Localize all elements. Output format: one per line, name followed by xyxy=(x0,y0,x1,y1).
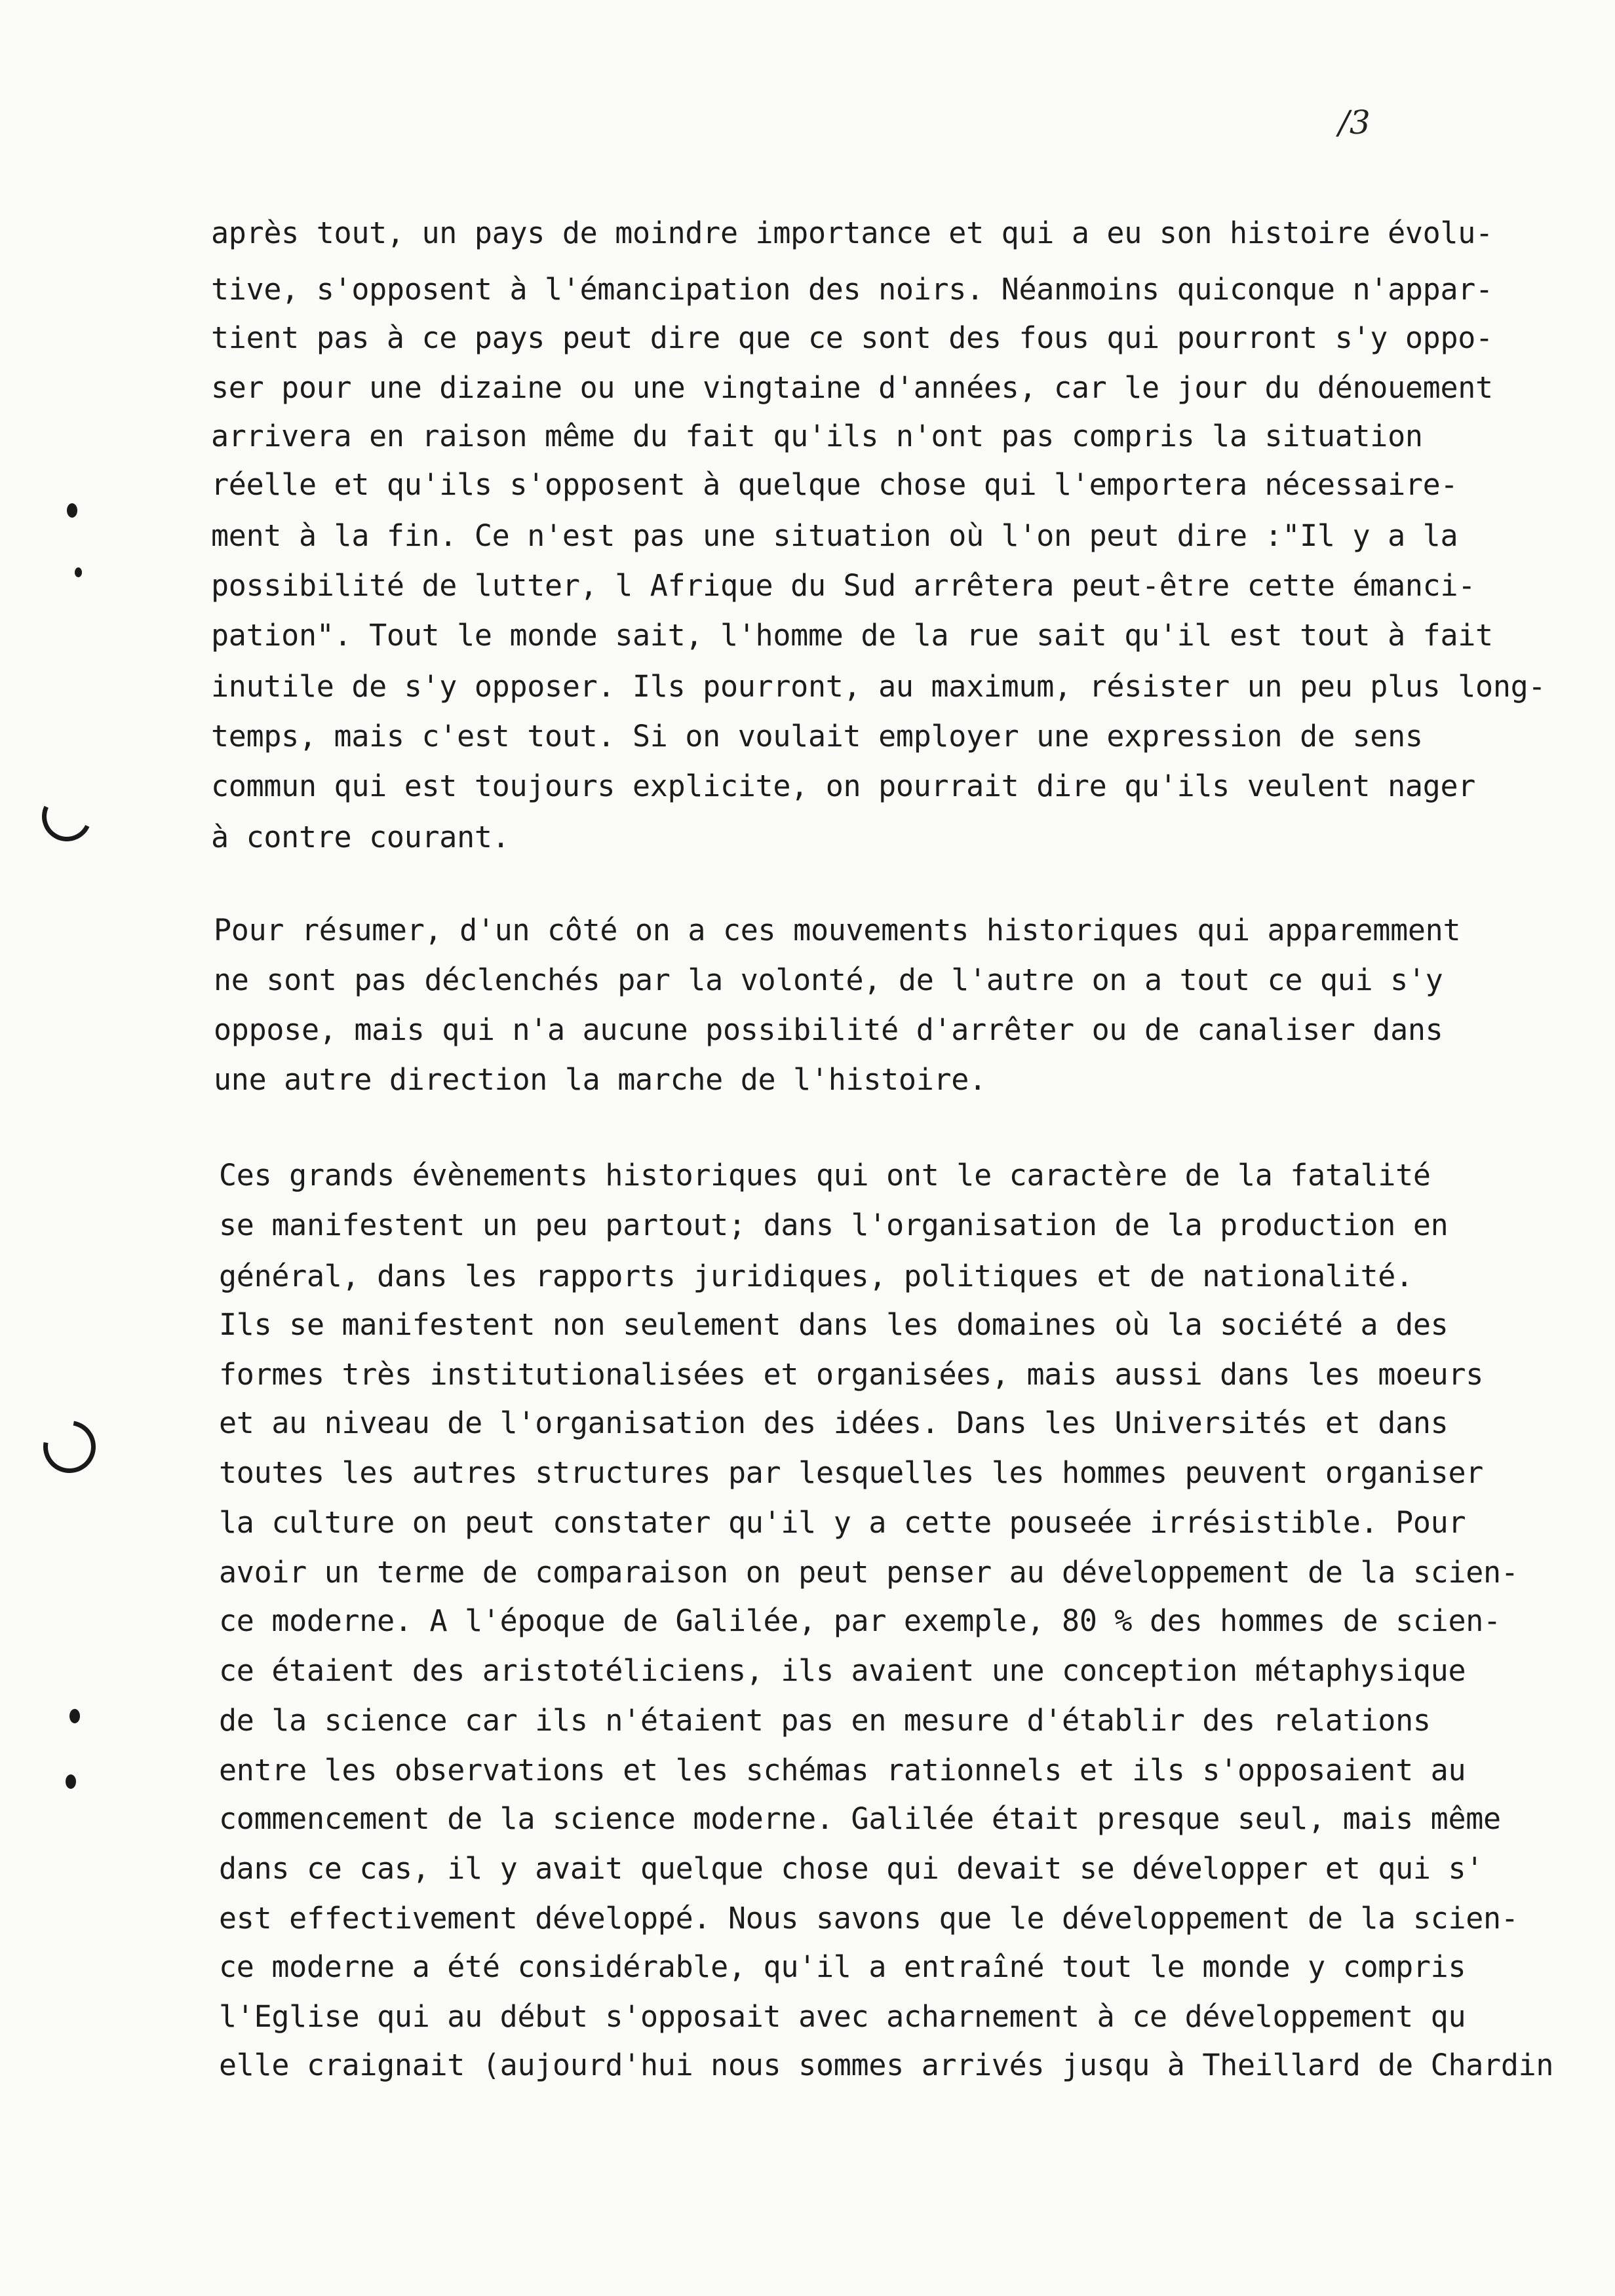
text-line: l'Eglise qui au début s'opposait avec acharnement à ce développement qu xyxy=(219,1999,1466,2034)
punch-hole-mark xyxy=(35,784,98,848)
margin-mark xyxy=(66,1774,76,1789)
text-line: après tout, un pays de moindre importance et qui a eu son histoire évolu- xyxy=(211,216,1493,250)
punch-hole-mark xyxy=(33,1410,106,1483)
text-line: Pour résumer, d'un côté on a ces mouvements historiques qui apparemment xyxy=(214,913,1461,947)
page-number: /3 xyxy=(1338,104,1371,142)
text-line: dans ce cas, il y avait quelque chose qui devait se développer et qui s' xyxy=(219,1851,1484,1886)
text-line: possibilité de lutter, l Afrique du Sud arrêtera peut-être cette émanci- xyxy=(211,568,1476,603)
text-line: à contre courant. xyxy=(211,820,510,854)
text-line: entre les observations et les schémas rationnels et ils s'opposaient au xyxy=(219,1753,1466,1788)
text-line: ser pour une dizaine ou une vingtaine d'années, car le jour du dénouement xyxy=(211,370,1493,405)
text-line: ment à la fin. Ce n'est pas une situation où l'on peut dire :"Il y a la xyxy=(211,518,1458,553)
text-line: ce étaient des aristotéliciens, ils avaient une conception métaphysique xyxy=(219,1653,1466,1688)
text-line: elle craignait (aujourd'hui nous sommes arrivés jusqu à Theillard de Chardin xyxy=(219,2048,1554,2082)
text-line: et au niveau de l'organisation des idées. Dans les Universités et dans xyxy=(219,1406,1449,1440)
text-line: Ces grands évènements historiques qui ont le caractère de la fatalité xyxy=(219,1158,1431,1193)
text-line: ne sont pas déclenchés par la volonté, de l'autre on a tout ce qui s'y xyxy=(214,963,1443,997)
text-line: est effectivement développé. Nous savons que le développement de la scien- xyxy=(219,1901,1519,1936)
text-line: se manifestent un peu partout; dans l'organisation de la production en xyxy=(219,1208,1449,1242)
text-line: général, dans les rapports juridiques, politiques et de nationalité. xyxy=(219,1259,1413,1293)
text-line: Ils se manifestent non seulement dans les domaines où la société a des xyxy=(219,1307,1449,1342)
text-line: pation". Tout le monde sait, l'homme de la rue sait qu'il est tout à fait xyxy=(211,618,1493,653)
text-line: tient pas à ce pays peut dire que ce sont des fous qui pourront s'y oppo- xyxy=(211,320,1493,355)
margin-mark xyxy=(67,503,77,518)
text-line: ce moderne. A l'époque de Galilée, par exemple, 80 % des hommes de scien- xyxy=(219,1603,1501,1638)
text-line: de la science car ils n'étaient pas en mesure d'établir des relations xyxy=(219,1703,1431,1738)
text-line: la culture on peut constater qu'il y a cette pouseée irrésistible. Pour xyxy=(219,1505,1466,1540)
text-line: inutile de s'y opposer. Ils pourront, au maximum, résister un peu plus long- xyxy=(211,669,1546,704)
text-line: toutes les autres structures par lesquelles les hommes peuvent organiser xyxy=(219,1455,1484,1490)
text-line: ce moderne a été considérable, qu'il a entraîné tout le monde y compris xyxy=(219,1949,1466,1984)
margin-mark xyxy=(75,567,82,577)
text-line: avoir un terme de comparaison on peut penser au développement de la scien- xyxy=(219,1555,1519,1590)
text-line: oppose, mais qui n'a aucune possibilité d'arrêter ou de canaliser dans xyxy=(214,1012,1443,1047)
text-line: arrivera en raison même du fait qu'ils n'ont pas compris la situation xyxy=(211,419,1423,453)
text-line: temps, mais c'est tout. Si on voulait employer une expression de sens xyxy=(211,719,1423,754)
text-line: une autre direction la marche de l'histoire. xyxy=(214,1062,986,1097)
text-line: tive, s'opposent à l'émancipation des noirs. Néanmoins quiconque n'appar- xyxy=(211,272,1493,307)
text-line: réelle et qu'ils s'opposent à quelque chose qui l'emportera nécessaire- xyxy=(211,467,1458,502)
margin-mark xyxy=(69,1709,80,1723)
text-line: commun qui est toujours explicite, on pourrait dire qu'ils veulent nager xyxy=(211,769,1476,803)
text-line: commencement de la science moderne. Galilée était presque seul, mais même xyxy=(219,1801,1501,1836)
text-line: formes très institutionalisées et organisées, mais aussi dans les moeurs xyxy=(219,1357,1484,1392)
